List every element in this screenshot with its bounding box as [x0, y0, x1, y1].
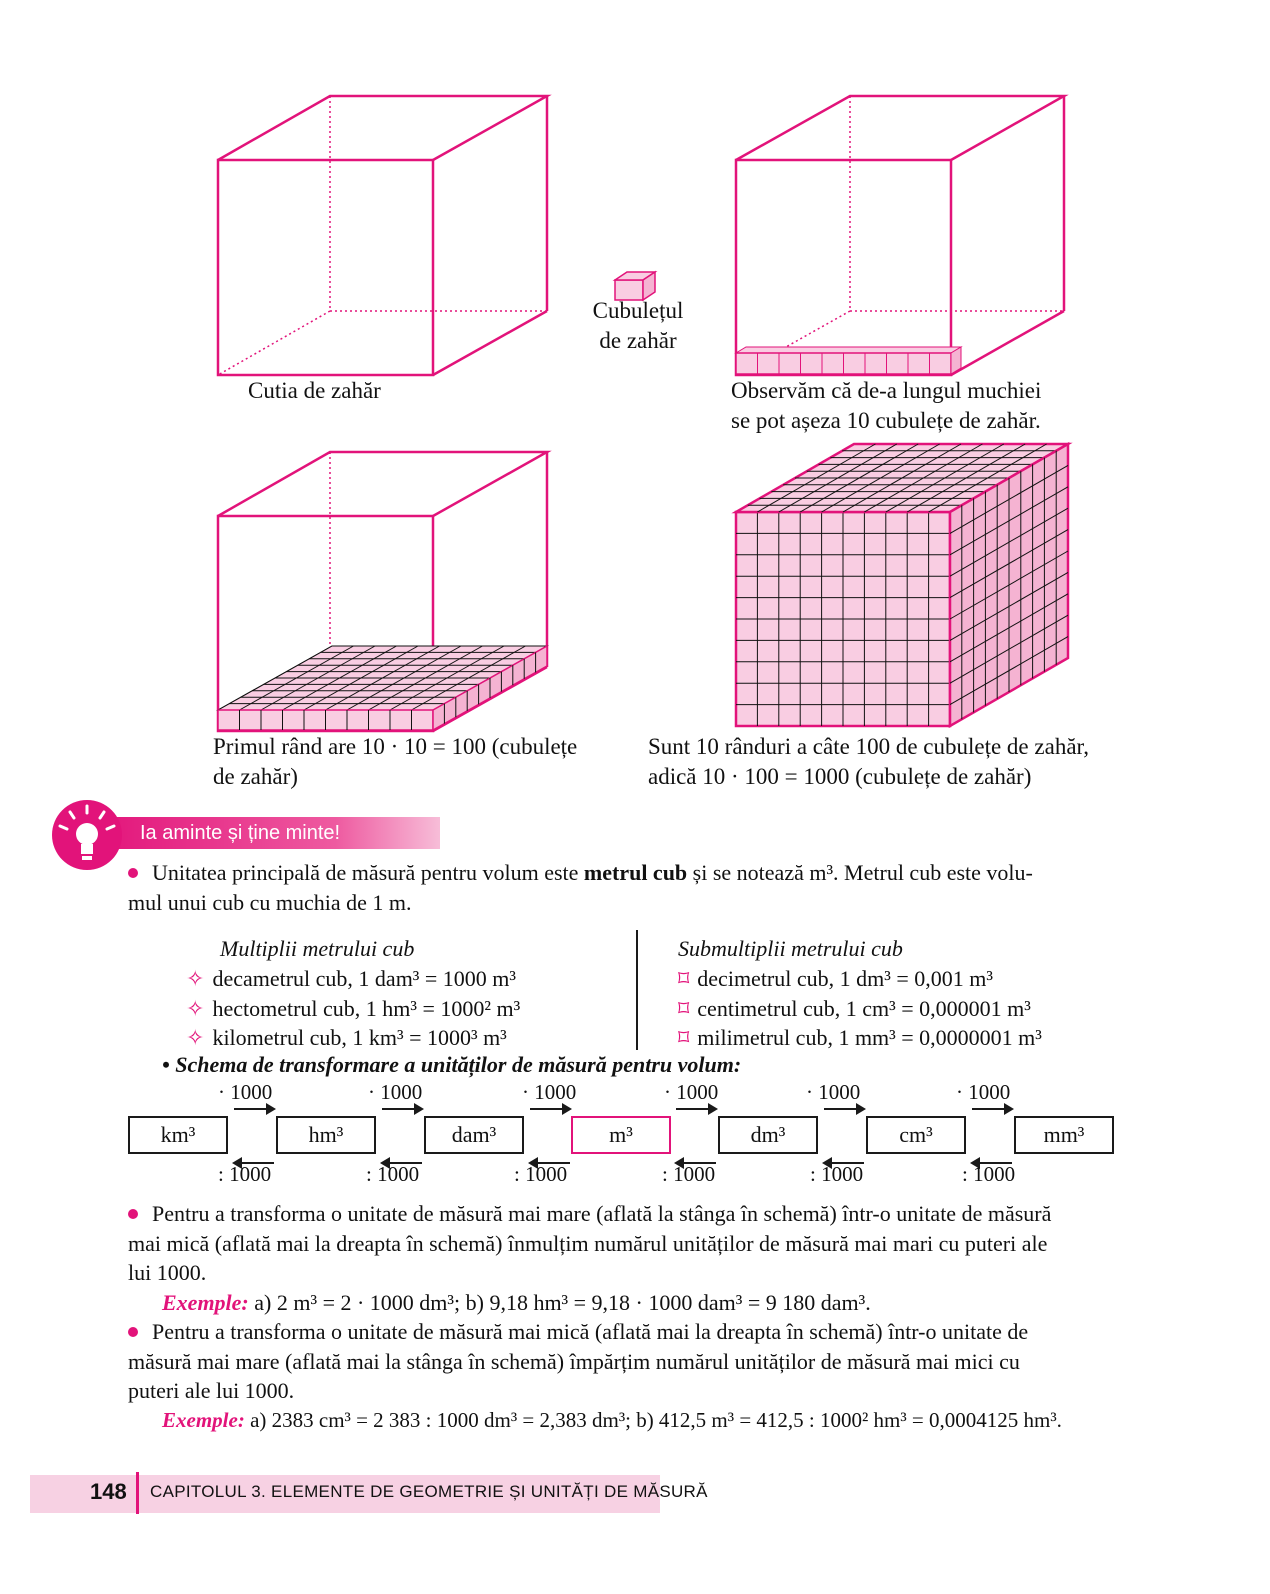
definition-line2: mul unui cub cu muchia de 1 m. — [128, 889, 412, 915]
rule-multiply: Pentru a transforma o unitate de măsură mai mare (aflată la stânga în schemă) într-o unitate de măsură mai mică (aflată mai la dreapta în schemă) înmulțim numărul unităților de măsură mai mari cu puteri ale lui 1000. Exemple: a) 2 m³ = 2 · 1000 dm³; b) 9,18 hm³ = 9,18 · 1000 dam³ = 9 180 dam³. — [128, 1201, 1052, 1315]
example-label: Exemple: — [162, 1289, 249, 1315]
divide-label: : 1000 — [662, 1162, 716, 1186]
row-of-ten-cubes — [736, 347, 961, 374]
bullet-icon — [128, 868, 138, 878]
column-divider — [636, 930, 638, 1050]
definition-text-before: Unitatea principală de măsură pentru volum este — [152, 860, 584, 885]
sparkle-icon: ✧ — [186, 1025, 205, 1050]
box-caption: Cutia de zahăr — [248, 378, 381, 403]
bullet-icon — [128, 1209, 138, 1219]
arrow-right-icon — [382, 1108, 422, 1110]
divide-label: : 1000 — [366, 1162, 420, 1186]
example-text: a) 2 m³ = 2 · 1000 dm³; b) 9,18 hm³ = 9,18 · 1000 dam³ = 9 180 dam³. — [248, 1289, 871, 1315]
lightbulb-icon — [52, 800, 122, 870]
multiply-label: · 1000 — [956, 1080, 1011, 1104]
star-icon: ⌑ — [678, 1025, 690, 1050]
row-caption-line1: Observăm că de-a lungul muchiei — [731, 378, 1042, 403]
layer-caption-line1: Primul rând are 10 · 10 = 100 (cubulețe — [213, 734, 578, 759]
submultiples-item: ⌑ milimetrul cub, 1 mm³ = 0,0000001 m³ — [678, 1025, 1042, 1050]
multiply-label: · 1000 — [218, 1080, 273, 1104]
full-caption-line2: adică 10 · 100 = 1000 (cubulețe de zahăr) — [648, 764, 1032, 789]
cube-label-line1: Cubulețul — [592, 298, 684, 323]
cube-label — [588, 296, 688, 356]
multiply-label: · 1000 — [664, 1080, 719, 1104]
row-caption-line2: se pot așeza 10 cubulețe de zahăr. — [731, 408, 1041, 433]
cube-label-line2: de zahăr — [599, 328, 677, 353]
full-caption-line1: Sunt 10 rânduri a câte 100 de cubulețe de zahăr, — [648, 734, 1090, 759]
divide-label: : 1000 — [810, 1162, 864, 1186]
sparkle-icon: ✧ — [186, 995, 205, 1021]
sparkle-icon: ✧ — [186, 966, 205, 991]
bullet-icon — [128, 1327, 138, 1337]
multiply-label: · 1000 — [806, 1080, 861, 1104]
sugar-box-empty — [218, 96, 547, 375]
banner-title: Ia aminte și ține minte! — [140, 822, 341, 844]
submultiples-column — [678, 934, 1042, 1053]
arrow-right-icon — [824, 1108, 864, 1110]
layer-caption — [213, 732, 577, 792]
arrow-right-icon — [972, 1108, 1012, 1110]
full-cube-thousand — [736, 444, 1068, 726]
full-caption — [648, 732, 1089, 792]
chapter-title: CAPITOLUL 3. ELEMENTE DE GEOMETRIE ȘI UNITĂȚI DE MĂSURĂ — [150, 1482, 708, 1501]
rule-divide: Pentru a transforma o unitate de măsură mai mică (aflată mai la dreapta în schemă) într-o unitate de măsură mai mare (aflată mai la stânga în schemă) împărțim numărul unităților de măsură mai mici cu puteri ale lui 1000. Exemple: a) 2383 cm³ = 2 383 : 1000 dm³ = 2,383 dm³; b) 412,5 m³ = 412,5 : 1000² hm³ = 0,0004125 hm³. — [128, 1319, 1062, 1432]
star-icon: ⌑ — [678, 966, 690, 991]
unit-box-hm3: hm³ — [276, 1116, 376, 1154]
multiples-item: ✧ hectometrul cub, 1 hm³ = 1000² m³ — [186, 995, 521, 1021]
submultiples-item: ⌑ centimetrul cub, 1 cm³ = 0,000001 m³ — [678, 995, 1031, 1021]
page-number: 148 — [90, 1479, 127, 1504]
definition-paragraph — [128, 858, 1148, 917]
divide-label: : 1000 — [218, 1162, 272, 1186]
multiply-label: · 1000 — [368, 1080, 423, 1104]
submultiples-title: Submultiplii metrului cub — [678, 936, 903, 961]
star-icon: ⌑ — [678, 995, 690, 1021]
sugar-box-empty-hidden-edges — [218, 96, 547, 375]
arrow-right-icon — [530, 1108, 570, 1110]
unit-box-dam3: dam³ — [424, 1116, 524, 1154]
sugar-box-one-row — [736, 96, 1064, 375]
divide-label: : 1000 — [514, 1162, 568, 1186]
footer-divider — [136, 1472, 139, 1514]
submultiples-item: ⌑ decimetrul cub, 1 dm³ = 0,001 m³ — [678, 966, 993, 991]
arrow-right-icon — [234, 1108, 274, 1110]
arrow-right-icon — [676, 1108, 716, 1110]
unit-box-cm3: cm³ — [866, 1116, 966, 1154]
definition-bold: metrul cub — [583, 860, 688, 885]
unit-box-m3: m³ — [571, 1116, 671, 1154]
row-caption — [731, 376, 1041, 436]
multiples-column — [186, 934, 520, 1053]
multiples-item: ✧ decametrul cub, 1 dam³ = 1000 m³ — [186, 966, 517, 991]
example-text: a) 2383 cm³ = 2 383 : 1000 dm³ = 2,383 dm³; b) 412,5 m³ = 412,5 : 1000² hm³ = 0,0004125 hm³. — [244, 1407, 1062, 1432]
layer-of-hundred-cubes — [218, 646, 547, 730]
example-label: Exemple: — [162, 1407, 245, 1432]
unit-box-mm3: mm³ — [1014, 1116, 1114, 1154]
divide-label: : 1000 — [962, 1162, 1016, 1186]
multiples-item: ✧ kilometrul cub, 1 km³ = 1000³ m³ — [186, 1025, 507, 1050]
multiply-label: · 1000 — [522, 1080, 577, 1104]
multiples-title: Multiplii metrului cub — [220, 936, 415, 961]
unit-box-dm3: dm³ — [718, 1116, 818, 1154]
definition-text-after: și se notează m³. Metrul cub este volu- — [687, 860, 1033, 885]
layer-caption-line2: de zahăr) — [213, 764, 298, 789]
unit-box-km3: km³ — [128, 1116, 228, 1154]
scheme-title: • Schema de transformare a unităților de măsură pentru volum: — [162, 1052, 742, 1077]
